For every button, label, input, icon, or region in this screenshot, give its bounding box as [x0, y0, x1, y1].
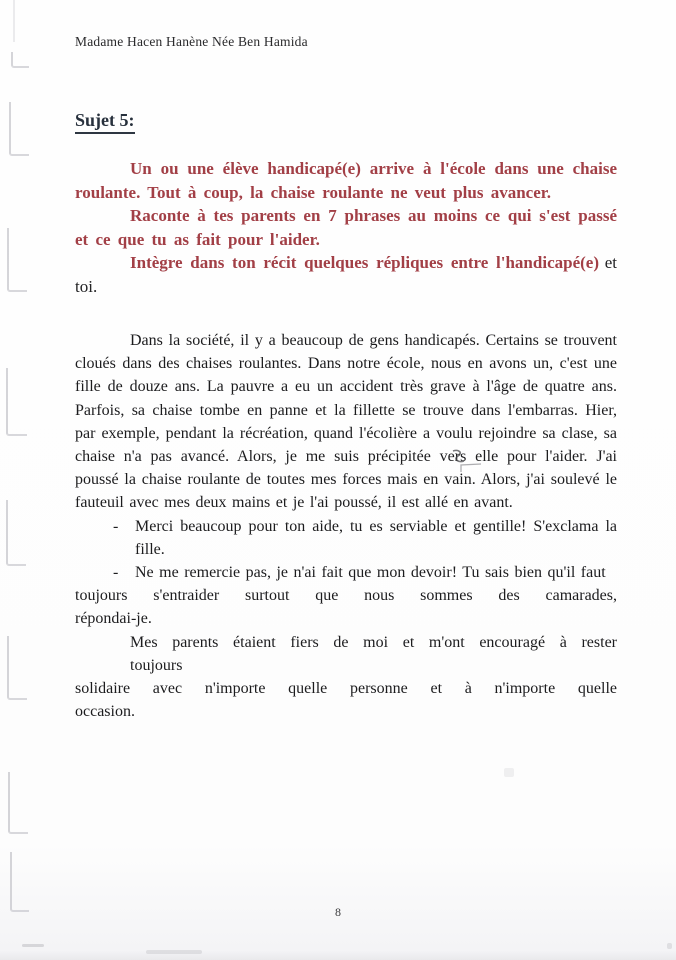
- scan-artifact: [146, 950, 202, 954]
- dialogue-list: [75, 515, 617, 585]
- essay-body: [75, 329, 617, 723]
- scan-artifact: [504, 768, 514, 777]
- scan-artifact: [22, 944, 44, 947]
- prompt-paragraph-3: [75, 251, 617, 298]
- binding-mark: [6, 368, 27, 436]
- page-number: 8: [335, 905, 341, 919]
- essay-line-toujours-entraider: toujours s'entraider surtout que nous sommes des camarades,: [75, 587, 617, 605]
- author-name: Madame Hacen Hanène Née Ben Hamida: [75, 34, 308, 49]
- prompt-paragraph-1: Un ou une élève handicapé(e) arrive à l'école dans une chaise roulante. Tout à coup, la chaise roulante ne veut plus avancer.: [75, 159, 617, 202]
- binding-mark: [8, 772, 28, 834]
- binding-mark: [11, 52, 29, 68]
- essay-line-occasion: occasion.: [75, 703, 135, 721]
- scan-artifact: [13, 0, 15, 42]
- scan-artifact: [667, 943, 672, 949]
- dialogue-text: Merci beaucoup pour ton aide, tu es serviable et gentille! S'exclama la fille.: [135, 517, 617, 558]
- essay-line-mes-parents: Mes parents étaient fiers de moi et m'ont encouragé à rester: [130, 633, 617, 651]
- essay-paragraph-1: Dans la société, il y a beaucoup de gens handicapés. Certains se trouvent cloués dans des chaises roulantes. Dans notre école, nous en avons un, c'est une fille de douze ans. La pauvre a eu un accident très grave à l'âge de quatre ans. Parfois, sa chaise tombe en panne et la fillette se trouve dans l'embarras. Hier, par exemple, pendant la récréation, quand l'écolière a voulu rejoindre sa clase, sa chaise n'a pas avancé. Alors, je me suis précipitée vers elle pour l'aider. J'ai poussé la chaise roulante de toutes mes forces mais en vain. Alors, j'ai soulevé le fauteuil avec mes deux mains et je l'ai poussé, il est allé en avant.: [75, 332, 617, 512]
- dialogue-line: [75, 561, 617, 584]
- dialogue-text: Ne me remercie pas, je n'ai fait que mon devoir! Tu sais bien qu'il faut: [135, 564, 606, 582]
- binding-mark: [6, 500, 26, 566]
- prompt-paragraph-3-black: et toi.: [75, 253, 617, 296]
- dialogue-dash: -: [113, 517, 119, 535]
- essay-line-solidaire: solidaire avec n'importe quelle personne et à n'importe quelle: [75, 680, 617, 698]
- binding-mark: [7, 636, 27, 700]
- assignment-prompt: [75, 157, 617, 298]
- binding-mark: [10, 852, 29, 912]
- essay-line-toujours: toujours: [130, 656, 183, 674]
- prompt-paragraph-3-red: Intègre dans ton récit quelques répliques entre l'handicapé(e): [130, 253, 599, 272]
- binding-mark: [7, 228, 27, 292]
- dialogue-line: [75, 515, 617, 561]
- dialogue-dash: -: [113, 564, 119, 582]
- essay-line-repondai: répondai-je.: [75, 610, 152, 628]
- prompt-paragraph-2: Raconte à tes parents en 7 phrases au moins ce qui s'est passé et ce que tu as fait pour l'aider.: [75, 206, 617, 249]
- binding-mark: [9, 102, 29, 156]
- subject-title: Sujet 5:: [75, 110, 135, 134]
